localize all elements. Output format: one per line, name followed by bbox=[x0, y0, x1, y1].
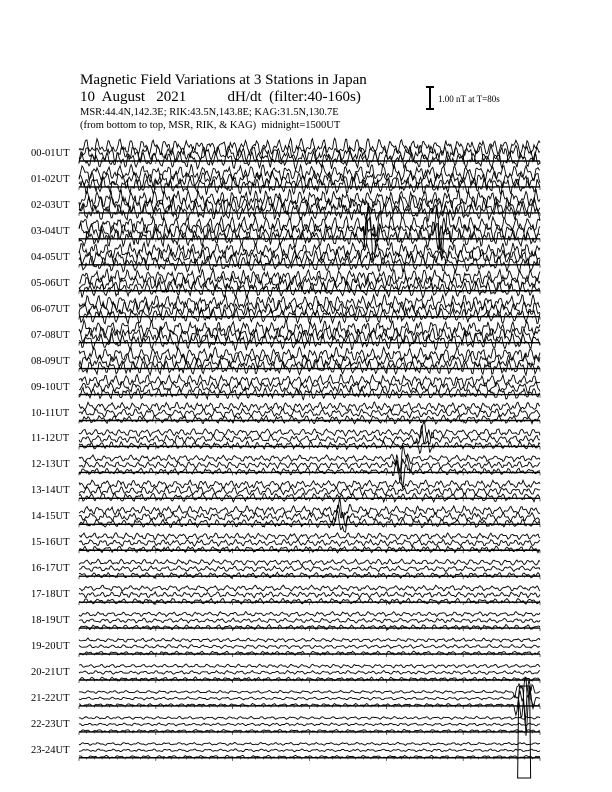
row-label: 06-07UT bbox=[31, 303, 70, 315]
trace-RIK bbox=[79, 749, 540, 752]
hour-row-00-01UT bbox=[79, 138, 540, 169]
row-label: 02-03UT bbox=[31, 199, 70, 211]
trace-RIK bbox=[79, 425, 540, 444]
scale-label: 1.00 nT at T=80s bbox=[438, 94, 500, 104]
trace-RIK bbox=[79, 671, 540, 675]
row-label: 08-09UT bbox=[31, 355, 70, 367]
trace-RIK bbox=[79, 566, 540, 572]
station-coordinates: MSR:44.4N,142.3E; RIK:43.5N,143.8E; KAG:31.5N,130.7E bbox=[80, 107, 339, 118]
hour-row-21-22UT bbox=[79, 677, 540, 736]
row-label: 23-24UT bbox=[31, 744, 70, 756]
hour-row-15-16UT bbox=[79, 533, 540, 553]
row-label: 05-06UT bbox=[31, 277, 70, 289]
station-order-note: (from bottom to top, MSR, RIK, & KAG) midnight=1500UT bbox=[80, 120, 341, 131]
trace-KAG bbox=[79, 433, 540, 454]
trace-MSR bbox=[79, 422, 540, 439]
hour-row-11-12UT bbox=[79, 422, 540, 453]
row-label: 12-13UT bbox=[31, 459, 70, 471]
trace-RIK bbox=[79, 486, 540, 495]
trace-MSR bbox=[79, 533, 540, 540]
trace-KAG bbox=[79, 360, 540, 375]
trace-MSR bbox=[79, 742, 540, 745]
hour-row-18-19UT bbox=[79, 612, 540, 632]
trace-MSR bbox=[79, 559, 540, 565]
trace-MSR bbox=[79, 716, 540, 719]
trace-MSR bbox=[79, 585, 540, 591]
row-label: 07-08UT bbox=[31, 329, 70, 341]
row-label: 17-18UT bbox=[31, 589, 70, 601]
trace-MSR bbox=[79, 664, 540, 668]
row-label: 00-01UT bbox=[31, 148, 70, 159]
hour-row-12-13UT bbox=[79, 445, 540, 489]
hour-row-09-10UT bbox=[79, 375, 540, 400]
hour-row-16-17UT bbox=[79, 559, 540, 579]
trace-MSR bbox=[79, 612, 540, 617]
trace-MSR bbox=[79, 402, 540, 411]
hour-row-17-18UT bbox=[79, 585, 540, 605]
row-label: 19-20UT bbox=[31, 641, 70, 653]
hour-row-19-20UT bbox=[79, 638, 540, 657]
trace-RIK bbox=[79, 354, 540, 368]
trace-MSR bbox=[79, 638, 540, 642]
row-label: 14-15UT bbox=[31, 511, 70, 523]
hour-row-08-09UT bbox=[79, 347, 540, 375]
trace-RIK bbox=[79, 409, 540, 418]
trace-RIK bbox=[79, 592, 540, 598]
trace-RIK bbox=[79, 539, 540, 546]
hour-row-02-03UT bbox=[79, 189, 540, 222]
trace-RIK bbox=[79, 618, 540, 623]
chart-title: Magnetic Field Variations at 3 Stations in Japan bbox=[80, 72, 367, 88]
trace-RIK bbox=[79, 645, 540, 649]
row-label: 04-05UT bbox=[31, 251, 70, 263]
row-label: 20-21UT bbox=[31, 667, 70, 678]
chart-date-line: 10 August 2021 dH/dt (filter:40-160s) bbox=[80, 89, 361, 105]
hour-row-05-06UT bbox=[79, 269, 540, 298]
trace-RIK bbox=[79, 723, 540, 726]
hour-row-10-11UT bbox=[79, 402, 540, 424]
hour-row-14-15UT bbox=[79, 497, 540, 532]
row-label: 15-16UT bbox=[31, 537, 70, 549]
trace-RIK bbox=[79, 677, 540, 717]
hour-row-06-07UT bbox=[79, 295, 540, 324]
hour-row-23-24UT bbox=[79, 742, 540, 760]
hour-row-22-23UT bbox=[79, 716, 540, 735]
row-label: 13-14UT bbox=[31, 485, 70, 497]
row-label: 21-22UT bbox=[31, 692, 70, 704]
hour-row-01-02UT bbox=[79, 164, 540, 195]
trace-MSR bbox=[79, 269, 540, 285]
hour-row-07-08UT bbox=[79, 320, 540, 350]
trace-MSR bbox=[79, 480, 540, 489]
trace-MSR bbox=[79, 164, 540, 182]
row-label: 01-02UT bbox=[31, 173, 70, 185]
hour-row-13-14UT bbox=[79, 480, 540, 502]
row-label: 10-11UT bbox=[31, 407, 70, 419]
row-label: 16-17UT bbox=[31, 563, 70, 575]
trace-KAG bbox=[79, 687, 540, 736]
row-label: 03-04UT bbox=[31, 225, 70, 237]
trace-KAG bbox=[79, 387, 540, 399]
hour-row-20-21UT bbox=[79, 664, 540, 683]
row-label: 09-10UT bbox=[31, 381, 70, 393]
row-label: 11-12UT bbox=[31, 433, 70, 445]
row-label: 22-23UT bbox=[31, 718, 70, 730]
row-label: 18-19UT bbox=[31, 615, 70, 627]
